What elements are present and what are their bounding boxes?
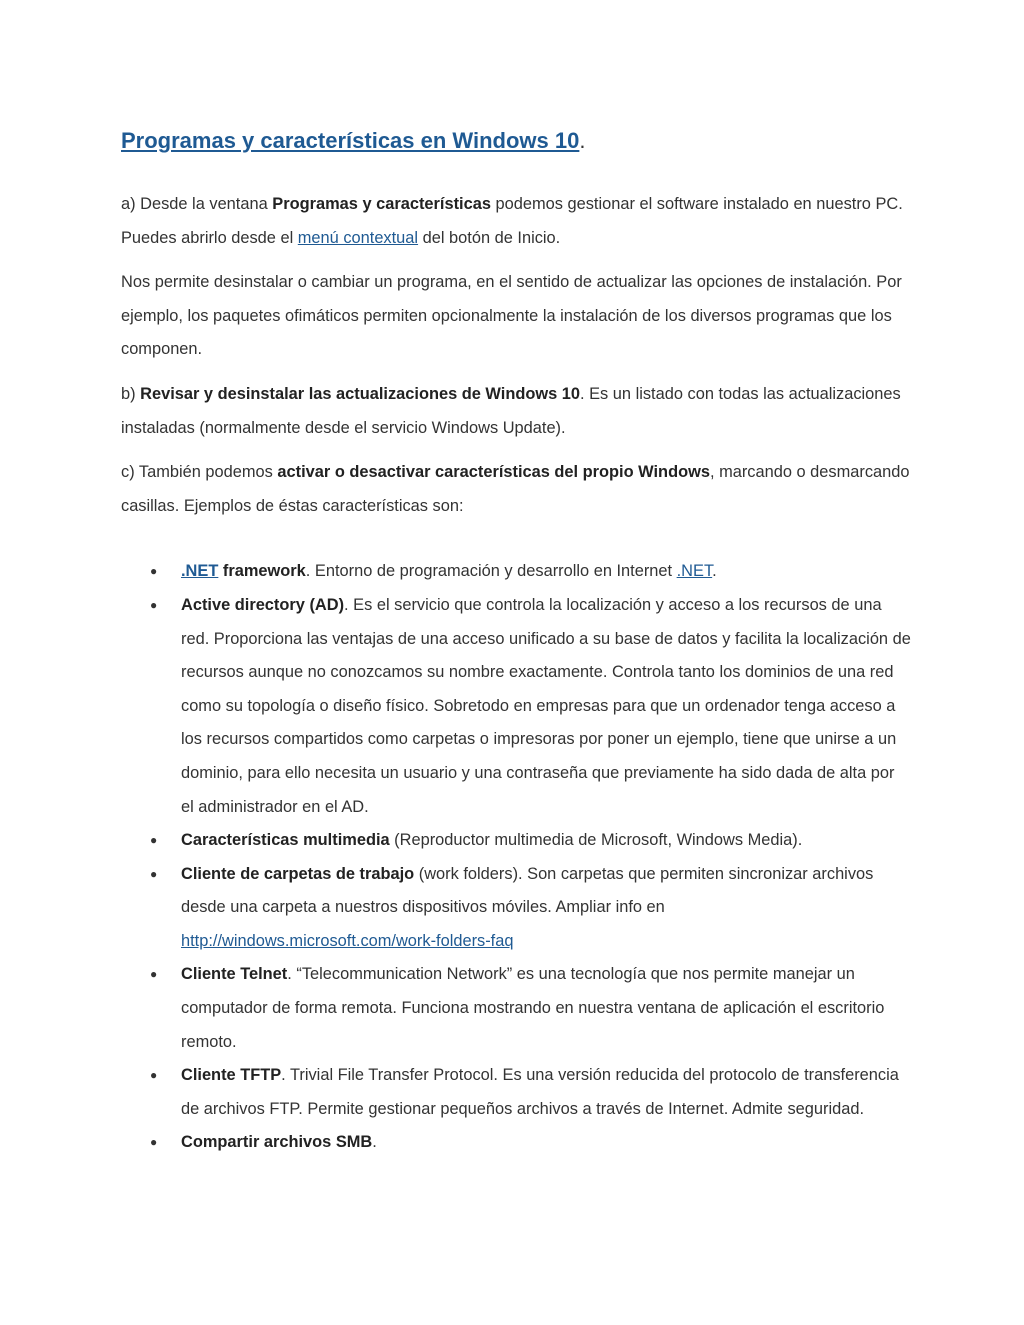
list-item-tftp <box>150 1059 911 1126</box>
paragraph-b-suffix: . Es un listado con todas las actualizaciones instaladas (normalmente desde el servicio Windows Update). <box>121 384 901 437</box>
paragraph-a-middle: podemos gestionar el software instalado en nuestro PC. Puedes abrirlo desde el <box>121 195 903 247</box>
context-menu-link[interactable]: menú contextual <box>297 228 419 247</box>
list-item-smb <box>150 1126 911 1160</box>
bullet-icon: ● <box>150 564 158 579</box>
net-bold: framework <box>218 562 306 581</box>
paragraph-c-prefix: c) También podemos <box>121 463 278 482</box>
ad-text: . Es el servicio que controla la localización y acceso a los recursos de una red. Proporciona las ventajas de una acceso unificado a su base de datos y facilita la localización de recursos aunque no conozcamos su nombre exactamente. Controla tanto los dominios de una red como su topología o diseño físico. Sobretodo en empresas para que un ordenador tenga acceso a los recursos compartidos como carpetas o impresoras por poner un ejemplo, tiene que unirse a un dominio, para ello necesita un usuario y una contraseña que previamente ha sido dada de alta por el administrador en el AD. <box>181 595 911 816</box>
list-item-net <box>150 555 911 589</box>
bullet-icon: ● <box>150 1135 158 1150</box>
telnet-text: . “Telecommunication Network” es una tecnología que nos permite manejar un computador de forma remota. Funciona mostrando en nuestra ventana de aplicación el escritorio remoto. <box>181 965 885 1051</box>
ad-bold: Active directory (AD) <box>181 595 345 614</box>
bullet-icon: ● <box>150 967 158 982</box>
multimedia-text: (Reproductor multimedia de Microsoft, Windows Media). <box>389 831 803 850</box>
work-folders-text: (work folders). Son carpetas que permiten sincronizar archivos desde una carpeta a nuestros dispositivos móviles. Ampliar info en <box>181 864 874 917</box>
list-item-telnet <box>150 958 911 1059</box>
multimedia-bold: Características multimedia <box>181 831 390 850</box>
telnet-bold: Cliente Telnet <box>181 965 288 984</box>
net-text: . Entorno de programación y desarrollo en Internet <box>305 562 677 581</box>
paragraph-c <box>121 456 911 523</box>
work-folders-bold: Cliente de carpetas de trabajo <box>181 864 415 883</box>
list-item-work-folders <box>150 858 911 959</box>
paragraph-a-bold: Programas y características <box>272 195 491 213</box>
bullet-icon: ● <box>150 597 158 612</box>
document-page <box>121 124 911 1160</box>
net-end: . <box>712 562 717 581</box>
paragraph-c-suffix: , marcando o desmarcando casillas. Ejemplos de éstas características son: <box>121 463 910 515</box>
tftp-text: . Trivial File Transfer Protocol. Es una versión reducida del protocolo de transferencia de archivos FTP. Permite gestionar pequeños archivos a través de Internet. Admite seguridad. <box>181 1066 899 1118</box>
title-link[interactable]: Programas y características en Windows 10 <box>121 128 580 153</box>
list-item-multimedia <box>150 824 911 858</box>
paragraph-a-prefix: a) Desde la ventana <box>121 195 273 213</box>
bullet-icon: ● <box>150 866 158 881</box>
paragraph-a-suffix: del botón de Inicio. <box>418 228 561 247</box>
paragraph-a <box>121 188 911 255</box>
smb-text: . <box>372 1133 377 1152</box>
features-list <box>121 555 911 1160</box>
tftp-bold: Cliente TFTP <box>181 1066 282 1085</box>
bullet-icon: ● <box>150 1068 158 1083</box>
net-link-2[interactable]: .NET <box>676 562 713 581</box>
net-link[interactable]: .NET <box>181 562 219 581</box>
paragraph-b-prefix: b) <box>121 384 141 403</box>
page-title <box>121 124 911 158</box>
paragraph-b-bold: Revisar y desinstalar las actualizaciones de Windows 10 <box>140 384 580 403</box>
paragraph-c-bold: activar o desactivar características del propio Windows <box>277 463 710 482</box>
work-folders-faq-link[interactable]: http://windows.microsoft.com/work-folders-faq <box>181 931 514 950</box>
title-trailing: . <box>579 128 586 153</box>
bullet-icon: ● <box>150 833 158 848</box>
list-item-ad <box>150 589 911 824</box>
paragraph-uninstall: Nos permite desinstalar o cambiar un programa, en el sentido de actualizar las opciones de instalación. Por ejemplo, los paquetes ofimáticos permiten opcionalmente la instalación de los diversos programas que los componen. <box>121 273 902 359</box>
paragraph-b <box>121 378 911 445</box>
smb-bold: Compartir archivos SMB <box>181 1133 373 1152</box>
